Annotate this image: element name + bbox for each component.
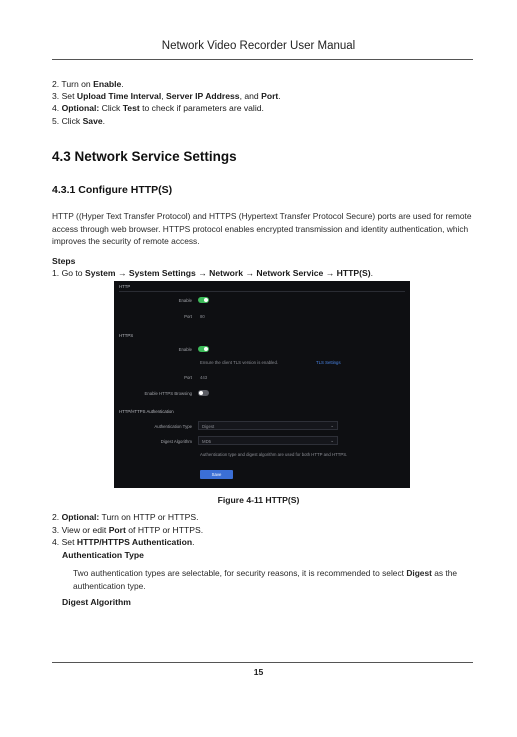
- auth-type-select[interactable]: [198, 421, 338, 430]
- top-steps-list: [52, 78, 281, 127]
- auth-type-value: Digest: [202, 423, 215, 429]
- auth-note: Authentication type and digest algorithm are used for both HTTP and HTTPS.: [200, 452, 348, 457]
- step-3: 3. Set Upload Time Interval, Server IP Address, and Port.: [52, 91, 281, 102]
- step-2: 2. Turn on Enable.: [52, 79, 124, 89]
- toggle-knob: [199, 391, 203, 395]
- step-2-bottom: 2. Optional: Turn on HTTP or HTTPS.: [52, 512, 199, 522]
- http-enable-toggle[interactable]: [198, 297, 209, 303]
- https-port-label: Port: [184, 375, 192, 380]
- footer-divider: [52, 662, 473, 663]
- https-enable-label: Enable: [178, 347, 192, 352]
- save-button[interactable]: Save: [200, 470, 233, 479]
- toggle-knob: [204, 298, 208, 302]
- http-enable-label: Enable: [178, 298, 192, 303]
- section-divider: [119, 291, 405, 292]
- subsection-heading: 4.3.1 Configure HTTP(S): [52, 184, 173, 196]
- header-divider: [52, 59, 473, 60]
- step-4: 4. Optional: Click Test to check if parameters are valid.: [52, 103, 264, 114]
- step-5: 5. Click Save.: [52, 115, 106, 126]
- page-header-title: Network Video Recorder User Manual: [161, 40, 356, 52]
- digest-algorithm-select[interactable]: [198, 436, 338, 445]
- step-1: 1. Go to System → System Settings → Network → Network Service → HTTP(S).: [52, 268, 373, 278]
- http-port-value[interactable]: 80: [200, 314, 205, 319]
- auth-type-heading: Authentication Type: [62, 550, 144, 560]
- https-browsing-toggle[interactable]: [198, 390, 209, 396]
- digest-algorithm-label: Digest Algorithm: [160, 439, 192, 444]
- step-3-bottom: 3. View or edit Port of HTTP or HTTPS.: [52, 524, 204, 535]
- page-number: 15: [253, 667, 264, 677]
- https-browsing-label: Enable HTTPS Browsing: [144, 391, 192, 396]
- auth-section-title: HTTP/HTTPS Authentication: [119, 409, 174, 414]
- digest-algorithm-value: MD5: [202, 438, 212, 444]
- tls-settings-link[interactable]: TLS Settings: [316, 360, 341, 365]
- https-enable-toggle[interactable]: [198, 346, 209, 352]
- http-settings-screenshot: [114, 281, 410, 488]
- auth-type-label: Authentication Type: [154, 424, 192, 429]
- chevron-down-icon: ⌄: [330, 422, 334, 428]
- https-section-title: HTTPS: [119, 333, 134, 338]
- http-port-label: Port: [184, 314, 192, 319]
- https-port-value[interactable]: 443: [200, 375, 208, 380]
- intro-paragraph: HTTP ((Hyper Text Transfer Protocol) and HTTPS (Hypertext Transfer Protocol Secure) ports are used for remote access through web browser. HTTPS protocol enables encrypted transmission and identity authentication, which improves the security of remote access.: [52, 211, 472, 246]
- steps-label: Steps: [52, 256, 76, 266]
- section-heading: 4.3 Network Service Settings: [52, 149, 237, 164]
- http-section-title: HTTP: [119, 284, 131, 289]
- step-4-bottom: 4. Set HTTP/HTTPS Authentication.: [52, 537, 195, 547]
- bottom-steps-list: [52, 511, 203, 549]
- chevron-down-icon: ⌄: [330, 437, 334, 443]
- toggle-knob: [204, 347, 208, 351]
- digest-algorithm-heading: Digest Algorithm: [62, 597, 131, 607]
- tls-note: Ensure the client TLS version is enabled.: [200, 360, 279, 365]
- figure-caption: Figure 4-11 HTTP(S): [217, 495, 300, 505]
- auth-type-text: Two authentication types are selectable, for security reasons, it is recommended to select Digest as the authentication type.: [73, 568, 458, 591]
